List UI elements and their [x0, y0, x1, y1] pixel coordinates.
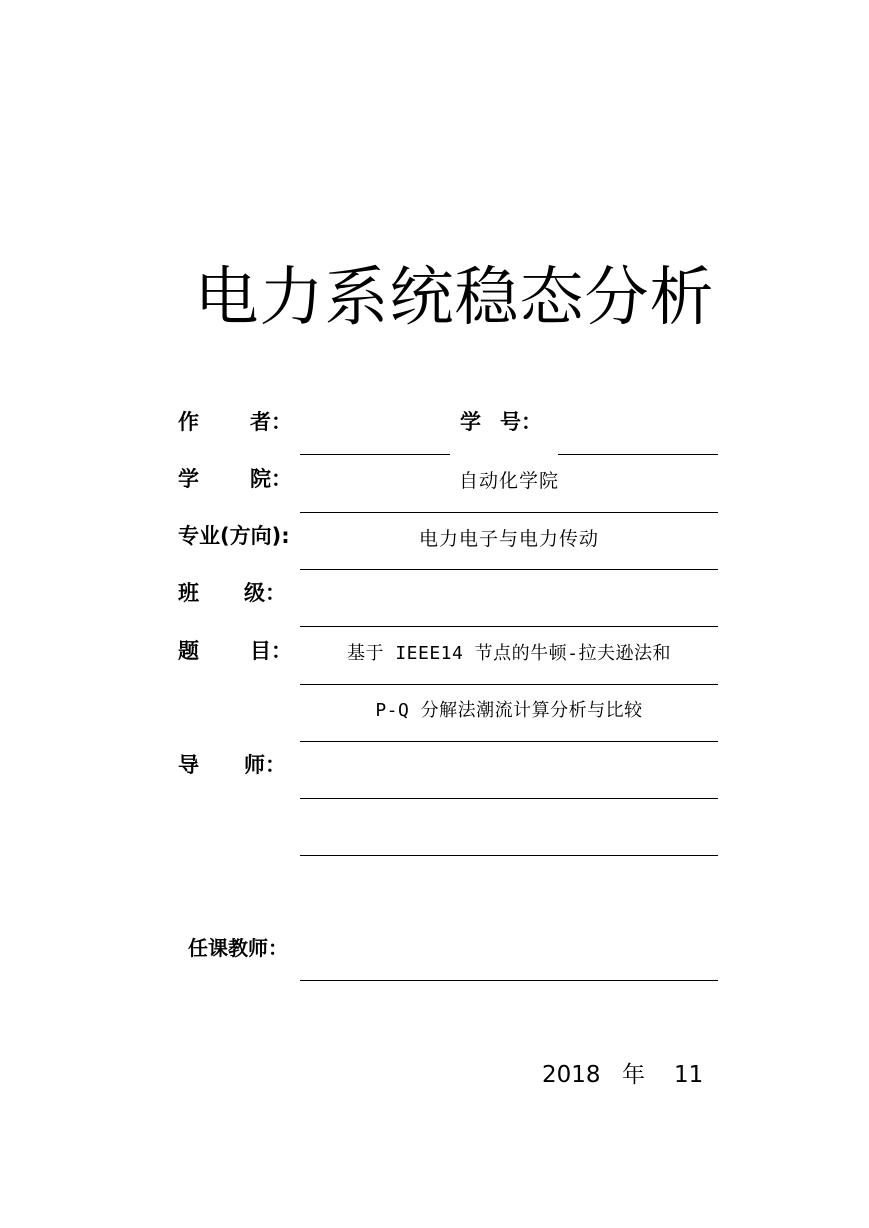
- major-label: 专业(方向):: [178, 524, 290, 548]
- date-month: 11: [674, 1062, 704, 1088]
- date-year-unit: 年: [622, 1062, 645, 1088]
- advisor-label-second-char: 师：: [244, 753, 286, 777]
- class-label-second-char: 级：: [244, 581, 286, 605]
- advisor-underline-2: [300, 855, 718, 856]
- topic-underline-1: [300, 684, 718, 685]
- major-value: 电力电子与电力传动: [418, 528, 599, 550]
- college-underline: [300, 512, 718, 513]
- author-underline: [300, 454, 450, 455]
- instructor-underline: [300, 980, 718, 981]
- author-label-first-char: 作: [178, 410, 199, 434]
- student-id-label-second-char: 号：: [500, 410, 542, 434]
- class-underline: [300, 626, 718, 627]
- document-title: 电力系统稳态分析: [194, 261, 715, 335]
- instructor-label: 任课教师：: [188, 936, 288, 960]
- student-id-label-first-char: 学: [460, 410, 481, 434]
- topic-value-line-2: P-Q 分解法潮流计算分析与比较: [375, 700, 643, 721]
- student-id-underline: [558, 454, 718, 455]
- topic-value-line-1: 基于 IEEE14 节点的牛顿-拉夫逊法和: [346, 643, 672, 664]
- advisor-label-first-char: 导: [178, 753, 199, 777]
- topic-label-first-char: 题: [178, 639, 199, 663]
- major-underline: [300, 569, 718, 570]
- author-label-second-char: 者：: [250, 410, 292, 434]
- college-label-first-char: 学: [178, 467, 199, 491]
- advisor-underline-1: [300, 798, 718, 799]
- topic-label-second-char: 目：: [250, 639, 292, 663]
- topic-underline-2: [300, 741, 718, 742]
- class-label-first-char: 班: [178, 581, 199, 605]
- date-year: 2018: [542, 1062, 601, 1088]
- college-value: 自动化学院: [458, 470, 559, 492]
- college-label-second-char: 院：: [250, 467, 292, 491]
